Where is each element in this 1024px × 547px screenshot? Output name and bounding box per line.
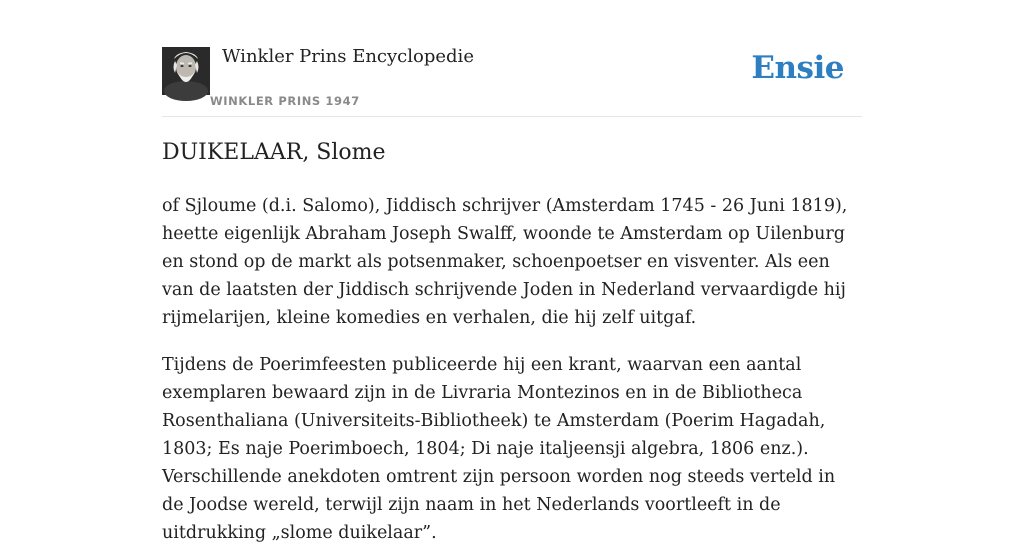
bearded-man-portrait-icon — [162, 47, 210, 95]
source-edition[interactable]: WINKLER PRINS 1947 — [210, 94, 360, 108]
brand-logo[interactable]: Ensie — [751, 50, 844, 86]
article-title: DUIKELAAR, Slome — [162, 140, 386, 165]
header — [162, 46, 862, 117]
article-paragraph: of Sjloume (d.i. Salomo), Jiddisch schrijver (Amsterdam 1745 - 26 Juni 1819), heette eigenlijk Abraham Joseph Swalff, woonde te Amsterdam op Uilenburg en stond op de markt als potsenmaker, schoenpoetser en visventer. Als een van de laatsten der Jiddisch schrijvende Joden in Nederland vervaardigde hij rijmelarijen, kleine komedies en verhalen, die hij zelf uitgaf. — [162, 196, 848, 328]
article-paragraph: Tijdens de Poerimfeesten publiceerde hij een krant, waarvan een aantal exemplaren bewaard zijn in de Livraria Montezinos en in de Bibliotheca Rosenthaliana (Universiteits-Bibliotheek) te Amsterdam (Poerim Hagadah, 1803; Es naje Poerimboech, 1804; Di naje italjeensji algebra, 1806 enz.). Verschillende anekdoten omtrent zijn persoon worden nog steeds verteld in de Joodse wereld, terwijl zijn naam in het Nederlands voortleeft in de uitdrukking „slome duikelaar”. — [162, 355, 836, 543]
source-name[interactable]: Winkler Prins Encyclopedie — [222, 46, 474, 67]
avatar[interactable] — [162, 47, 210, 95]
